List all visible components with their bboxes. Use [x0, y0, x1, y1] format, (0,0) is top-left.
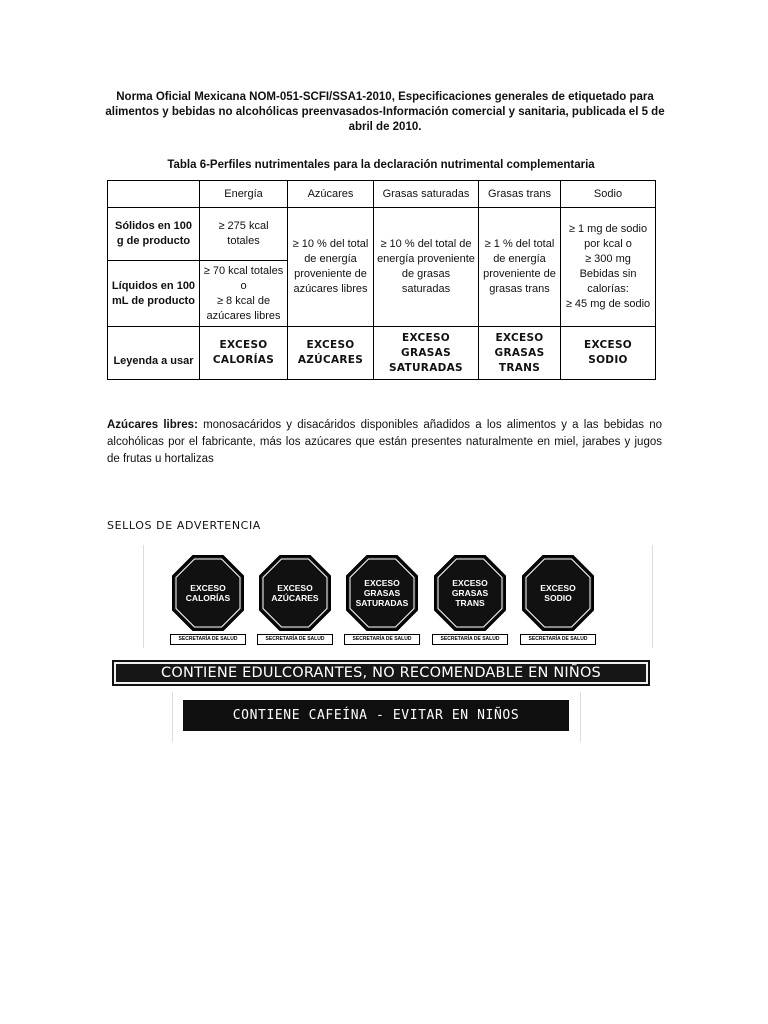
table-row-leyenda: [108, 327, 656, 380]
sodio-line-2: ≥ 300 mg: [585, 253, 631, 265]
leyenda-grasas-trans: EXCESO GRASAS TRANS: [479, 327, 561, 380]
seal-text: [168, 555, 248, 631]
definition-term: Azúcares libres:: [107, 418, 198, 431]
energia-liquidos-line-1: ≥ 70 kcal totales o: [203, 264, 284, 292]
seal-footer: SECRETARÍA DE SALUD: [520, 634, 596, 645]
cell-sodio: [561, 208, 656, 327]
definition-paragraph: [107, 417, 662, 468]
caffeine-warning-banner: CONTIENE CAFEÍNA - EVITAR EN NIÑOS: [183, 700, 569, 731]
sweeteners-warning-text: CONTIENE EDULCORANTES, NO RECOMENDABLE EN NIÑOS: [116, 664, 646, 682]
row-label-liquidos: Líquidos en 100 mL de producto: [108, 261, 200, 327]
warning-seals-panel: [143, 545, 653, 648]
seal-text: [518, 555, 598, 631]
cell-grasas-saturadas: ≥ 10 % del total de energía proveniente de grasas saturadas: [374, 208, 479, 327]
cell-grasas-trans: ≥ 1 % del total de energía proveniente de grasas trans: [479, 208, 561, 327]
leyenda-calorias: EXCESO CALORÍAS: [200, 327, 288, 380]
header-sodio: Sodio: [561, 181, 656, 208]
sweeteners-warning-banner: [112, 660, 650, 686]
table-header-row: [108, 181, 656, 208]
seal-exceso-calorias: [168, 555, 248, 645]
seal-line-2: AZÚCARES: [271, 593, 319, 603]
seal-line-3: TRANS: [455, 598, 485, 608]
seal-text: [430, 555, 510, 631]
header-empty: [108, 181, 200, 208]
energia-liquidos-line-2: ≥ 8 kcal de azúcares libres: [206, 294, 281, 322]
seal-text: [342, 555, 422, 631]
table-row-solidos: [108, 208, 656, 261]
seal-line-1: EXCESO: [540, 583, 576, 593]
sodio-line-4: ≥ 45 mg de sodio: [565, 298, 651, 310]
seal-line-2: GRASAS: [451, 588, 489, 598]
row-label-solidos: Sólidos en 100 g de producto: [108, 208, 200, 261]
seal-footer: SECRETARÍA DE SALUD: [170, 634, 246, 645]
sodio-line-3: Bebidas sin calorías:: [579, 268, 637, 295]
seal-footer: SECRETARÍA DE SALUD: [257, 634, 333, 645]
seal-line-2: CALORÍAS: [185, 593, 231, 603]
header-azucares: Azúcares: [288, 181, 374, 208]
cell-azucares: ≥ 10 % del total de energía proveniente de azúcares libres: [288, 208, 374, 327]
leyenda-sodio: EXCESO SODIO: [561, 327, 656, 380]
seal-exceso-grasas-saturadas: [342, 555, 422, 645]
seal-line-2: SODIO: [544, 593, 572, 603]
header-energia: Energía: [200, 181, 288, 208]
seal-line-1: EXCESO: [452, 578, 488, 588]
caffeine-warning-panel: [172, 692, 581, 742]
seal-footer: SECRETARÍA DE SALUD: [432, 634, 508, 645]
leyenda-azucares: EXCESO AZÚCARES: [288, 327, 374, 380]
seal-line-1: EXCESO: [364, 578, 400, 588]
document-heading: Norma Oficial Mexicana NOM-051-SCFI/SSA1-2010, Especificaciones generales de etiquetado para alimentos y bebidas no alcohólicas preenvasados-Información comercial y sanitaria, publicada el 5 de abril de 2010.: [105, 91, 665, 133]
nutrient-profile-table: [107, 180, 656, 380]
definition-text: monosacáridos y disacáridos disponibles añadidos a los alimentos y a las bebidas no alcohólicas por el fabricante, más los azúcares que están presentes naturalmente en miel, jarabes y jugos de frutas u hortalizas: [107, 418, 662, 465]
cell-energia-liquidos: [200, 261, 288, 327]
seal-line-1: EXCESO: [190, 583, 226, 593]
seal-footer: SECRETARÍA DE SALUD: [344, 634, 420, 645]
cell-energia-solidos: ≥ 275 kcal totales: [200, 208, 288, 261]
seal-line-1: EXCESO: [277, 583, 313, 593]
seal-line-3: SATURADAS: [355, 598, 409, 608]
row-label-leyenda: Leyenda a usar: [108, 327, 200, 380]
header-grasas-saturadas: Grasas saturadas: [374, 181, 479, 208]
seal-exceso-sodio: [518, 555, 598, 645]
seals-title: SELLOS DE ADVERTENCIA: [107, 519, 261, 532]
seal-exceso-grasas-trans: [430, 555, 510, 645]
leyenda-grasas-saturadas: EXCESO GRASAS SATURADAS: [374, 327, 479, 380]
seal-exceso-azucares: [255, 555, 335, 645]
seal-line-2: GRASAS: [363, 588, 401, 598]
sodio-line-1: ≥ 1 mg de sodio por kcal o: [568, 223, 648, 250]
header-grasas-trans: Grasas trans: [479, 181, 561, 208]
seal-text: [255, 555, 335, 631]
table-caption: Tabla 6-Perfiles nutrimentales para la declaración nutrimental complementaria: [167, 159, 595, 171]
